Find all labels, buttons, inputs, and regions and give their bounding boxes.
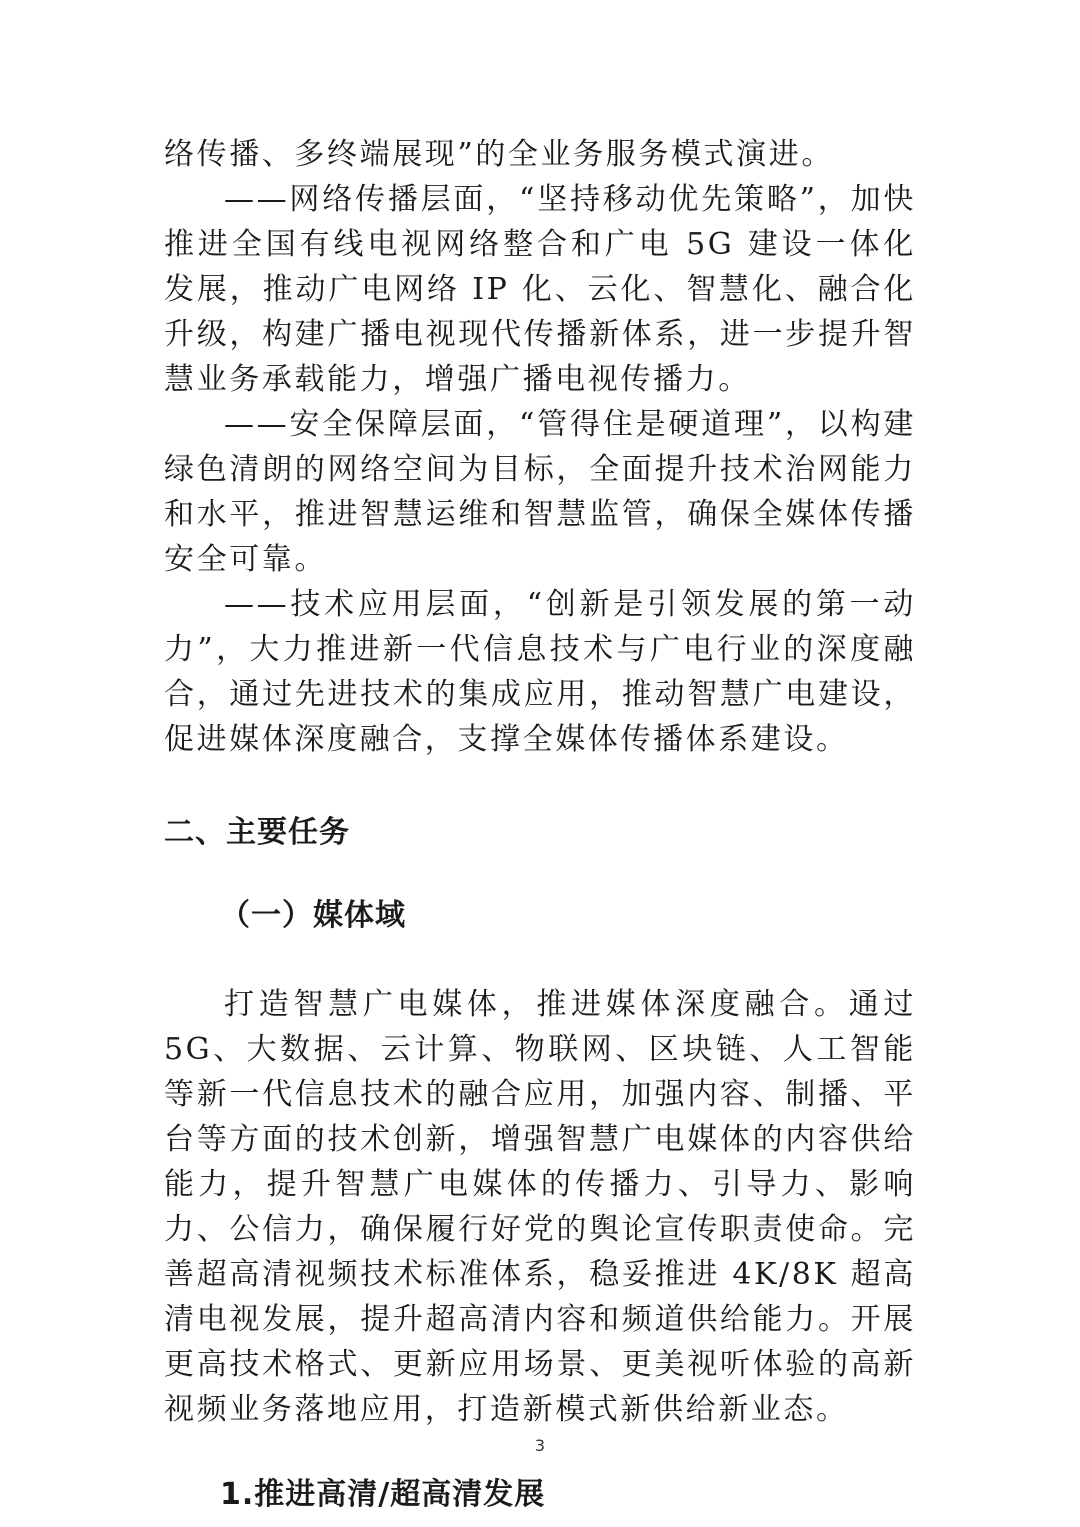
document-body <box>164 132 916 1517</box>
paragraph-network-dissemination: ——网络传播层面，“坚持移动优先策略”，加快推进全国有线电视网络整合和广电 5G 建设一体化发展，推动广电网络 IP 化、云化、智慧化、融合化升级，构建广播电视现代传播新体系，进一步提升智慧业务承载能力，增强广播电视传播力。 <box>164 182 916 397</box>
paragraph-media-domain: 打造智慧广电媒体，推进媒体深度融合。通过 5G、大数据、云计算、物联网、区块链、人工智能等新一代信息技术的融合应用，加强内容、制播、平台等方面的技术创新，增强智慧广电媒体的内容供给能力，提升智慧广电媒体的传播力、引导力、影响力、公信力，确保履行好党的舆论宣传职责使命。完善超高清视频技术标准体系，稳妥推进 4K/8K 超高清电视发展，提升超高清内容和频道供给能力。开展更高技术格式、更新应用场景、更美视听体验的高新视频业务落地应用，打造新模式新供给新业态。 <box>164 987 916 1427</box>
paragraph-continuation: 络传播、多终端展现”的全业务服务模式演进。 <box>164 137 834 172</box>
page-number: 3 <box>534 1436 546 1455</box>
subsection-heading: （一）媒体域 <box>220 898 406 933</box>
section-heading: 二、主要任务 <box>164 815 350 850</box>
paragraph-security-assurance: ——安全保障层面，“管得住是硬道理”，以构建绿色清朗的网络空间为目标，全面提升技术治网能力和水平，推进智慧运维和智慧监管，确保全媒体传播安全可靠。 <box>164 407 916 577</box>
paragraph-technology-application: ——技术应用层面，“创新是引领发展的第一动力”，大力推进新一代信息技术与广电行业的深度融合，通过先进技术的集成应用，推动智慧广电建设，促进媒体深度融合，支撑全媒体传播体系建设。 <box>164 587 916 757</box>
item-heading: 1.推进高清/超高清发展 <box>220 1477 546 1512</box>
